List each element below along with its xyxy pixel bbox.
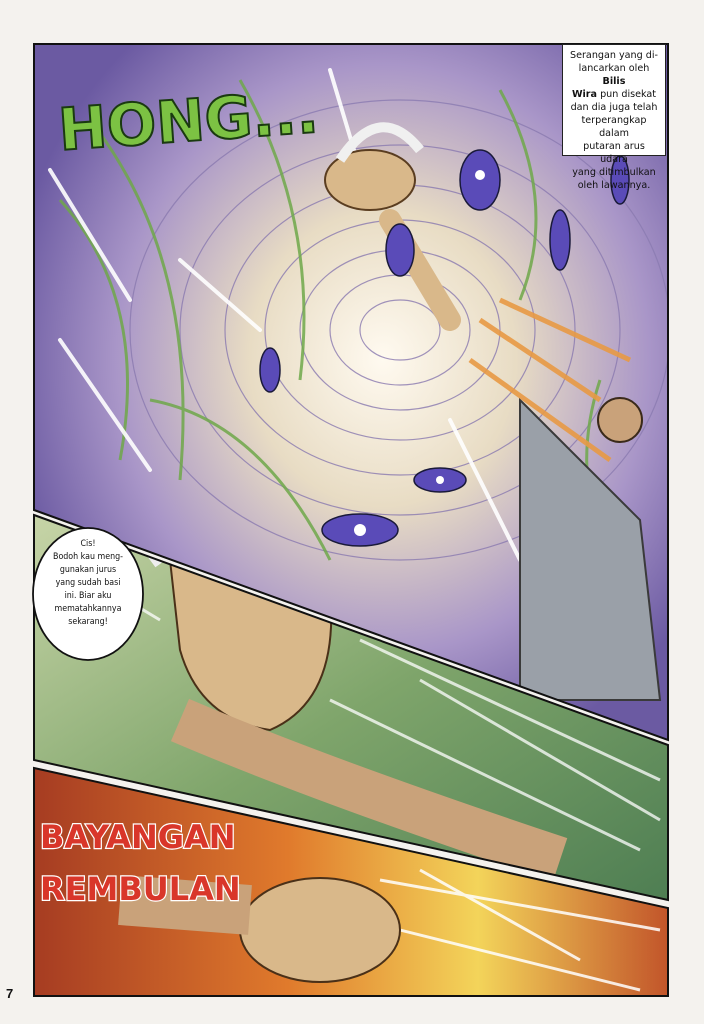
caption-line: oleh lawannya. bbox=[577, 180, 651, 191]
technique-name-line2: REMBULAN bbox=[40, 870, 241, 908]
caption-line: Serangan yang di- bbox=[570, 50, 658, 61]
caption-line: yang ditimbulkan bbox=[572, 167, 656, 178]
sfx-text: HONG... bbox=[56, 77, 321, 164]
speech-line: gunakan jurus bbox=[59, 565, 117, 575]
narration-caption bbox=[562, 44, 666, 191]
speech-line: yang sudah basi bbox=[55, 578, 121, 588]
caption-line: terperangkap dalam bbox=[581, 115, 647, 139]
speech-text bbox=[48, 538, 128, 629]
speech-line: ini. Biar aku bbox=[64, 591, 112, 601]
caption-line: lancarkan oleh bbox=[578, 63, 650, 74]
caption-name: Bilis bbox=[602, 76, 626, 87]
caption-name: Wira bbox=[571, 89, 598, 100]
caption-line: putaran arus udara bbox=[583, 141, 645, 165]
speech-line: Bodoh kau meng- bbox=[53, 552, 123, 562]
caption-line: pun disekat bbox=[597, 89, 657, 100]
page-number: 7 bbox=[6, 986, 14, 1001]
speech-line: Cis! bbox=[80, 539, 96, 549]
caption-line: dan dia juga telah bbox=[570, 102, 658, 113]
speech-line: sekarang! bbox=[68, 617, 108, 627]
speech-line: mematahkannya bbox=[54, 604, 122, 614]
technique-name-line1: BAYANGAN bbox=[40, 818, 236, 856]
fist bbox=[240, 878, 400, 982]
